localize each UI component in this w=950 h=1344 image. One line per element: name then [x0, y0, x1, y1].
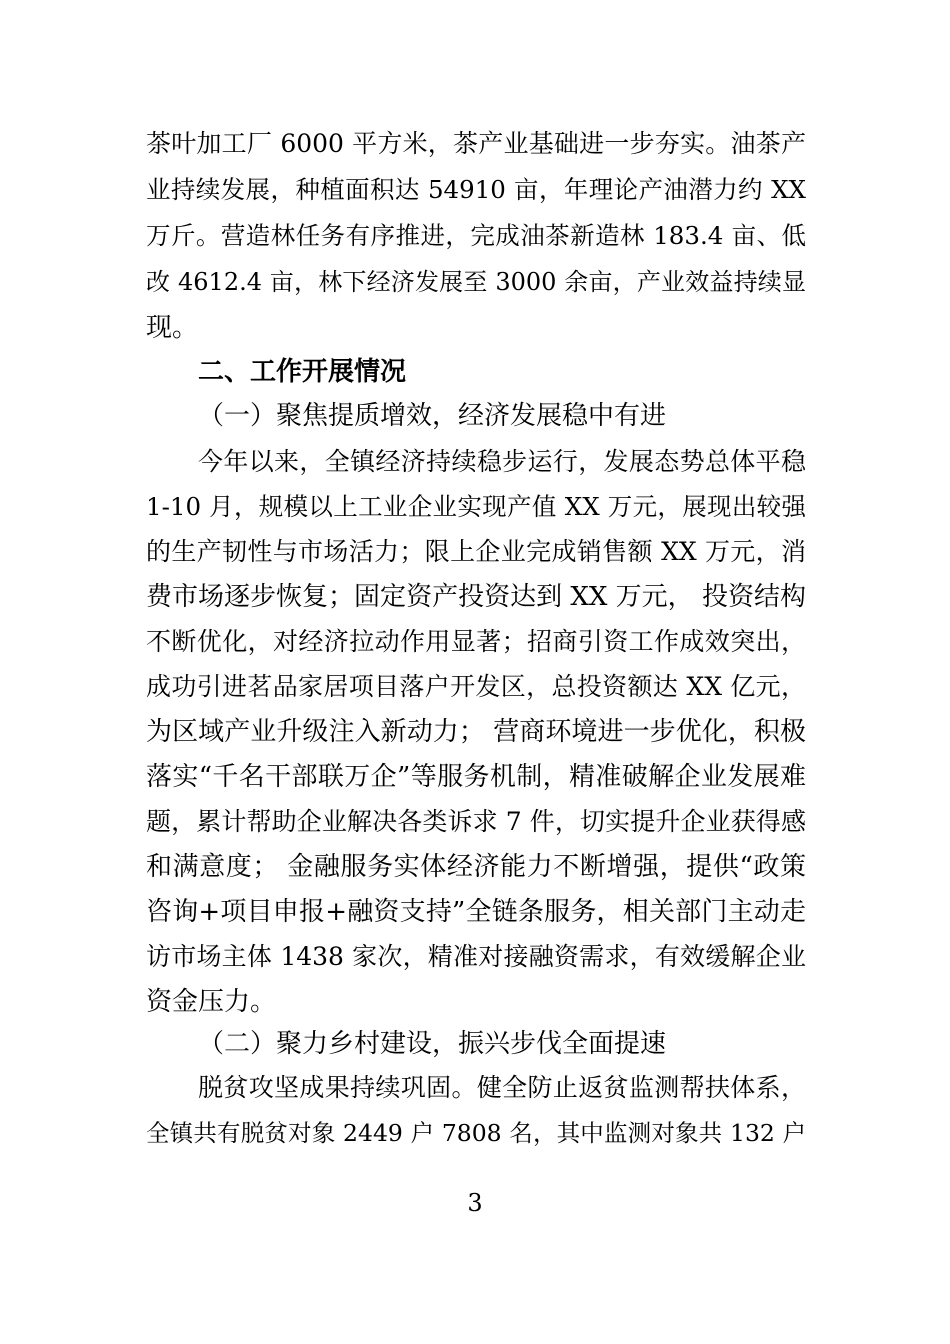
text-line: 不断优化，对经济拉动作用显著；招商引资工作成效突出， — [146, 627, 806, 656]
text-line: 费市场逐步恢复；固定资产投资达到 XX 万元， 投资结构 — [146, 582, 806, 612]
text-line: 为区域产业升级注入新动力； 营商环境进一步优化，积极 — [146, 717, 806, 747]
text-line: 改 4612.4 亩，林下经济发展至 3000 余亩，产业效益持续显 — [146, 268, 806, 296]
text-line: 万斤。营造林任务有序推进，完成油茶新造林 183.4 亩、低 — [146, 221, 806, 250]
text-line: 今年以来，全镇经济持续稳步运行，发展态势总体平稳 — [198, 447, 806, 476]
text-line: 1-10 月，规模以上工业企业实现产值 XX 万元，展现出较强 — [146, 492, 806, 521]
section-heading: 二、工作开展情况 — [198, 357, 407, 387]
text-line: 资金压力。 — [146, 987, 277, 1017]
subsection-heading: （二）聚力乡村建设，振兴步伐全面提速 — [198, 1029, 667, 1059]
subsection-heading: （一）聚焦提质增效，经济发展稳中有进 — [198, 401, 667, 431]
text-line: 全镇共有脱贫对象 2449 户 7808 名，其中监测对象共 132 户 — [146, 1119, 806, 1147]
page-number: 3 — [467, 1189, 483, 1217]
text-line: 现。 — [146, 313, 199, 343]
text-line: 茶叶加工厂 6000 平方米，茶产业基础进一步夯实。油茶产 — [146, 129, 806, 158]
text-line: 访市场主体 1438 家次，精准对接融资需求，有效缓解企业 — [146, 942, 806, 971]
text-line: 业持续发展，种植面积达 54910 亩，年理论产油潜力约 XX — [146, 175, 806, 204]
text-line: 的生产韧性与市场活力；限上企业完成销售额 XX 万元，消 — [146, 537, 806, 566]
text-line: 和满意度； 金融服务实体经济能力不断增强，提供“政策 — [146, 852, 806, 882]
text-line: 成功引进茗品家居项目落户开发区，总投资额达 XX 亿元， — [146, 672, 806, 701]
text-line: 咨询+项目申报+融资支持”全链条服务，相关部门主动走 — [146, 897, 806, 927]
text-line: 题，累计帮助企业解决各类诉求 7 件，切实提升企业获得感 — [146, 807, 806, 836]
text-line: 脱贫攻坚成果持续巩固。健全防止返贫监测帮扶体系， — [198, 1073, 806, 1102]
text-line: 落实“千名干部联万企”等服务机制，精准破解企业发展难 — [146, 762, 806, 792]
